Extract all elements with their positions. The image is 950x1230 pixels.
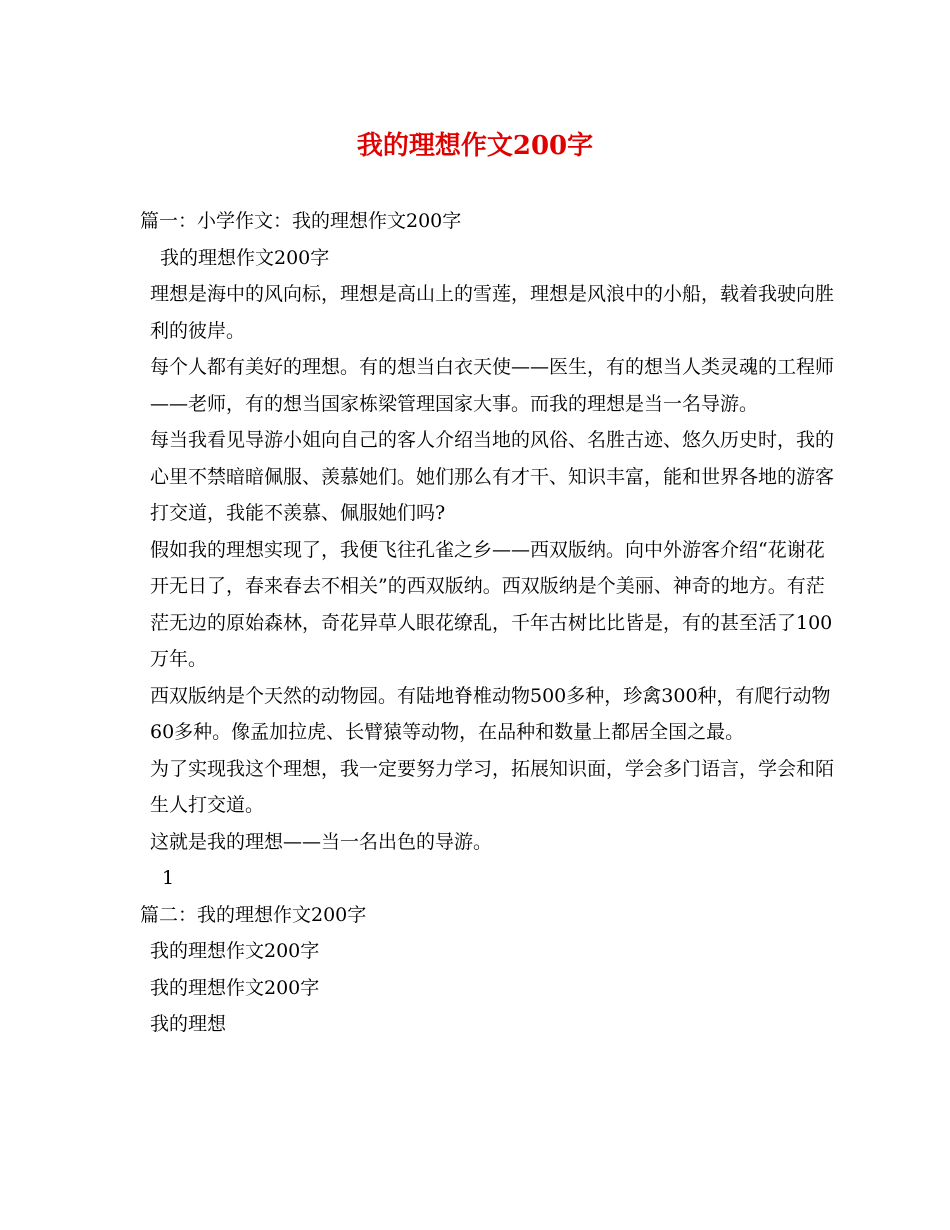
essay-subtitle: 我的理想作文200字 xyxy=(150,976,320,999)
essay-subtitle: 我的理想作文200字 xyxy=(150,940,320,962)
paragraph: 为了实现我这个理想，我一定要努力学习，拓展知识面，学会多门语言，学会和陌生人打交道。 xyxy=(150,757,835,816)
paragraph: 每当我看见导游小姐向自己的客人介绍当地的风俗、名胜古迹、悠久历史时，我的心里不禁暗暗佩服、羡慕她们。她们那么有才干、知识丰富，能和世界各地的游客打交道，我能不羡慕、佩服她们吗? xyxy=(150,429,835,524)
paragraph: 我的理想 xyxy=(150,1013,227,1035)
paragraph: 假如我的理想实现了，我便飞往孔雀之乡——西双版纳。向中外游客介绍“花谢花开无日了，春来春去不相关”的西双版纳。西双版纳是个美丽、神奇的地方。有茫茫无边的原始森林，奇花异草人眼花缭乱，千年古树比比皆是，有的甚至活了100万年。 xyxy=(150,538,833,670)
paragraph: 这就是我的理想——当一名出色的导游。 xyxy=(150,830,493,853)
document-title: 我的理想作文200字 xyxy=(356,131,594,161)
paragraph: 理想是海中的风向标，理想是高山上的雪莲，理想是风浪中的小船，载着我驶向胜利的彼岸。 xyxy=(150,283,835,342)
document-body xyxy=(140,203,840,1043)
section-heading-2: 篇二：我的理想作文200字 xyxy=(140,903,367,926)
section-heading-1: 篇一：小学作文：我的理想作文200字 xyxy=(140,210,462,232)
page-number: 1 xyxy=(162,867,175,889)
paragraph: 每个人都有美好的理想。有的想当白衣天使——医生，有的想当人类灵魂的工程师——老师，有的想当国家栋梁管理国家大事。而我的理想是当一名导游。 xyxy=(150,356,835,415)
essay-subtitle: 我的理想作文200字 xyxy=(160,246,330,269)
paragraph: 西双版纳是个天然的动物园。有陆地脊椎动物500多种，珍禽300种，有爬行动物60多种。像孟加拉虎、长臂猿等动物，在品种和数量上都居全国之最。 xyxy=(150,684,831,743)
